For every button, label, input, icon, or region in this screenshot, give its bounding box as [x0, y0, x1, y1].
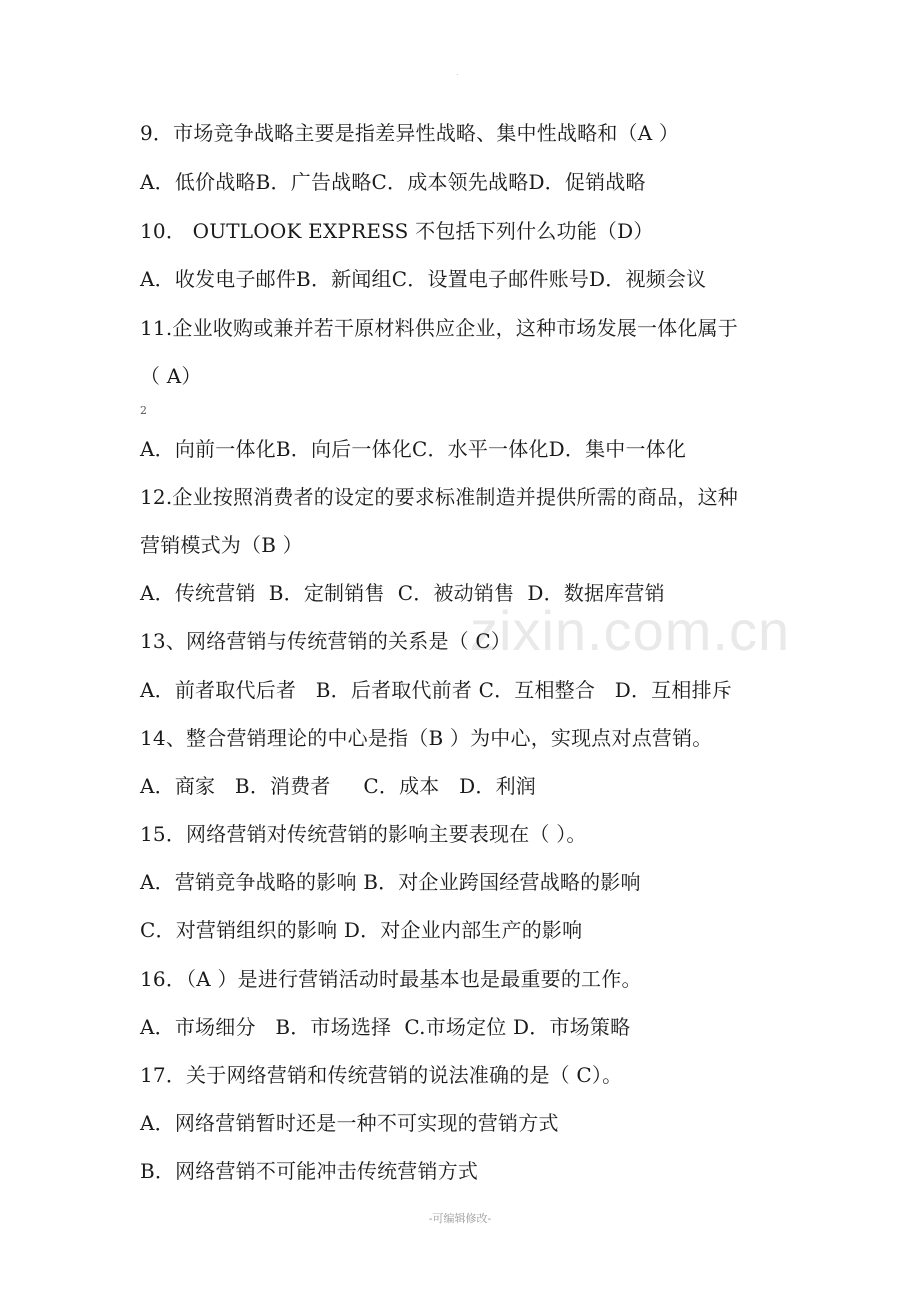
question-10: 10． OUTLOOK EXPRESS 不包括下列什么功能（D）	[140, 219, 654, 243]
option-17-b: B．网络营销不可能冲击传统营销方式	[140, 1159, 479, 1183]
options-12: A．传统营销 B．定制销售 C．被动销售 D．数据库营销	[140, 581, 665, 605]
question-16: 16．（A ）是进行营销活动时最基本也是最重要的工作。	[140, 967, 642, 991]
question-9: 9．市场竞争战略主要是指差异性战略、集中性战略和（A ）	[140, 121, 680, 145]
option-17-a: A．网络营销暂时还是一种不可实现的营销方式	[140, 1111, 559, 1135]
options-14: A．商家 B．消费者 C．成本 D．利润	[140, 774, 537, 798]
options-15-cd: C．对营销组织的影响 D．对企业内部生产的影响	[140, 918, 583, 942]
options-11: A．向前一体化B．向后一体化C．水平一体化D．集中一体化	[140, 437, 687, 461]
question-15: 15．网络营销对传统营销的影响主要表现在（ ）。	[140, 822, 587, 846]
question-11: 11.企业收购或兼并若干原材料供应企业，这种市场发展一体化属于	[140, 316, 739, 340]
options-16: A．市场细分 B．市场选择 C.市场定位 D．市场策略	[140, 1015, 631, 1039]
top-mark: .	[456, 68, 459, 77]
question-11-answer: （ A）	[140, 364, 202, 388]
question-12: 12.企业按照消费者的设定的要求标准制造并提供所需的商品，这种	[140, 485, 739, 509]
options-10: A．收发电子邮件B．新闻组C．设置电子邮件账号D．视频会议	[140, 267, 707, 291]
options-15-ab: A．营销竞争战略的影响 B．对企业跨国经营战略的影响	[140, 870, 641, 894]
question-13: 13、网络营销与传统营销的关系是（ C）	[140, 629, 512, 653]
options-13: A．前者取代后者 B．后者取代前者 C．互相整合 D．互相排斥	[140, 678, 732, 702]
options-9: A．低价战略B．广告战略C．成本领先战略D．促销战略	[140, 170, 646, 194]
page-number: 2	[140, 404, 147, 417]
question-14: 14、整合营销理论的中心是指（B ）为中心，实现点对点营销。	[140, 726, 713, 750]
watermark: zixin.com.cn	[470, 599, 791, 662]
question-17: 17．关于网络营销和传统营销的说法准确的是（ C）。	[140, 1063, 623, 1087]
question-12-cont: 营销模式为（B ）	[140, 533, 303, 557]
footer: -可编辑修改-	[428, 1212, 492, 1225]
